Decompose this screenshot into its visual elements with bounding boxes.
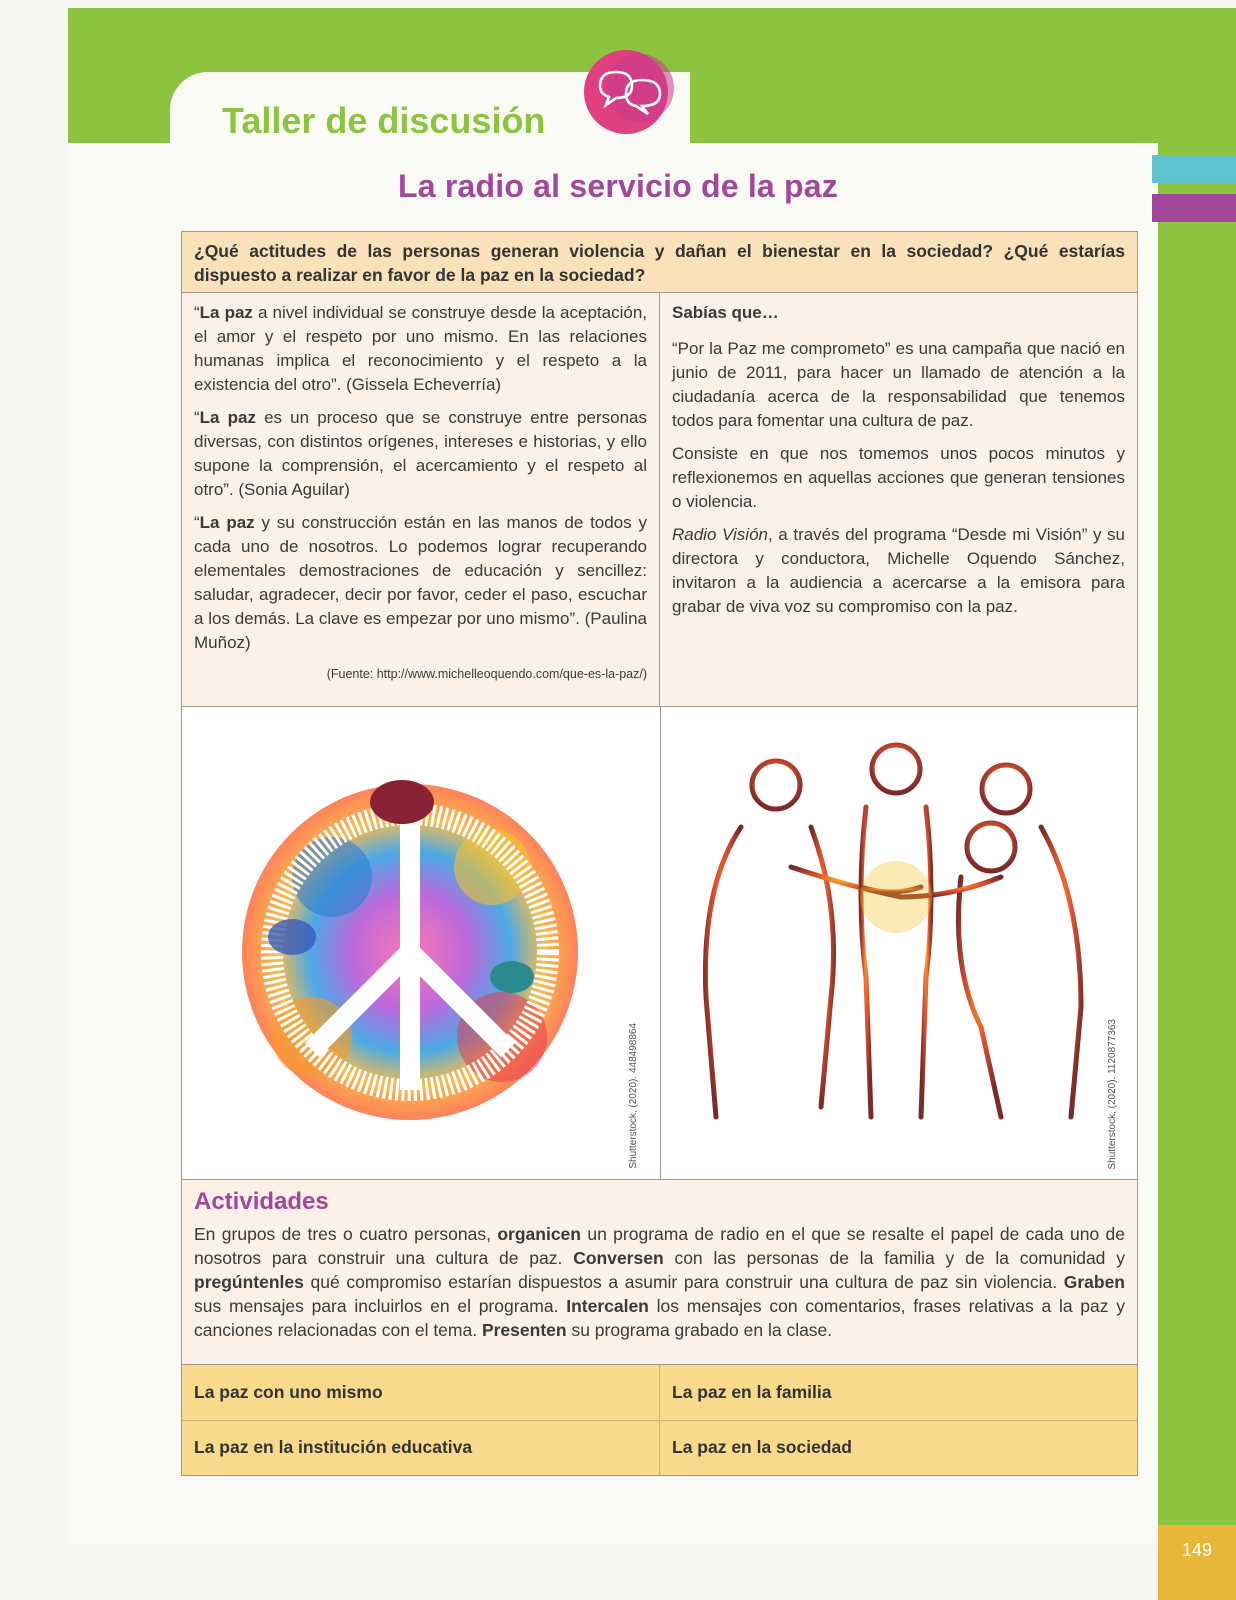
- text-section: [181, 292, 1138, 707]
- people-joining-hands-illustration: [661, 707, 1137, 1179]
- image-credit-left: Shutterstock, (2020). 448498864: [628, 1023, 639, 1169]
- image-section: [181, 706, 1138, 1180]
- activity-text-segment: qué compromiso estarían dispuestos a asumir para construir una cultura de paz sin violencia.: [303, 1272, 1064, 1292]
- peace-topics-grid: [181, 1364, 1138, 1476]
- peace-sign-illustration: [182, 707, 661, 1179]
- activity-verb: Graben: [1063, 1272, 1125, 1292]
- quote-1: “La paz a nivel individual se construye desde la aceptación, el amor y el respeto por uno mismo. En las relaciones humanas implica el reconocimiento y el respeto a la existencia del otro”. (Gissela Echeverría): [194, 303, 647, 394]
- activity-text-segment: En grupos de tres o cuatro personas,: [194, 1224, 498, 1244]
- activities-text: [194, 1222, 1125, 1342]
- image-credit-right: Shutterstock, (2020). 1120877363: [1107, 1018, 1118, 1169]
- activity-text-segment: sus mensajes para incluirlos en el programa.: [194, 1296, 567, 1316]
- right-green-band: [1158, 8, 1236, 1600]
- activity-text-segment: su programa grabado en la clase.: [566, 1320, 833, 1340]
- sabias-que-column: [660, 293, 1137, 706]
- sabias-paragraph-2: Consiste en que nos tomemos unos pocos minutos y reflexionemos en aquellas acciones que generan tensiones o violencia.: [672, 444, 1125, 511]
- page-number: 149: [1158, 1525, 1236, 1600]
- topic-cell: La paz con uno mismo: [182, 1365, 660, 1421]
- activity-verb: Intercalen: [566, 1296, 649, 1316]
- activity-verb: organicen: [497, 1224, 581, 1244]
- speech-bubbles-icon: [578, 48, 676, 140]
- activity-verb: Presenten: [481, 1320, 567, 1340]
- topic-cell: La paz en la institución educativa: [182, 1421, 660, 1476]
- section-title: Taller de discusión: [222, 100, 546, 141]
- quote-3: “La paz y su construcción están en las manos de todos y cada uno de nosotros. Lo podemos lograr recuperando elementales demostraciones de educación y sencillez: saludar, agradecer, decir por favor, ceder el paso, escuchar a los demás. La clave es empezar por uno mismo”. (Paulina Muñoz): [194, 513, 647, 652]
- activities-title: Actividades: [194, 1188, 329, 1215]
- activity-verb: Conversen: [573, 1248, 664, 1268]
- sabias-heading: Sabías que…: [672, 303, 779, 322]
- sabias-paragraph-3: Radio Visión, a través del programa “Desde mi Visión” y su directora y conductora, Michelle Oquendo Sánchez, invitaron a la audiencia a acercarse a la emisora para grabar de viva voz su compromiso con la paz.: [672, 525, 1125, 616]
- activity-text-segment: con las personas de la familia y de la comunidad y: [663, 1248, 1125, 1268]
- activity-text-segment: un programa de radio en el que se resalte el papel de cada uno de nosotros para construir una cultura de paz.: [194, 1224, 1126, 1268]
- discussion-question: ¿Qué actitudes de las personas generan violencia y dañan el bienestar en la sociedad? ¿Qué estarías dispuesto a realizar en favor de la paz en la sociedad?: [181, 231, 1138, 293]
- page-title: La radio al servicio de la paz: [398, 168, 838, 204]
- quote-2: “La paz es un proceso que se construye entre personas diversas, con distintos orígenes, intereses e historias, y ello supone la comprensión, el acercamiento y el respeto al otro”. (Sonia Aguilar): [194, 408, 647, 499]
- quotes-column: [182, 293, 660, 706]
- activities-section: [181, 1179, 1138, 1365]
- topic-cell: La paz en la familia: [660, 1365, 1137, 1421]
- source-citation: (Fuente: http://www.michelleoquendo.com/que-es-la-paz/): [326, 667, 647, 681]
- activity-verb: pregúntenles: [194, 1272, 304, 1292]
- sabias-paragraph-1: “Por la Paz me comprometo” es una campaña que nació en junio de 2011, para hacer un llamado de atención a la ciudadanía acerca de la responsabilidad que tenemos todos para fomentar una cultura de paz.: [672, 339, 1125, 430]
- activity-text-segment: los mensajes con comentarios, frases relativas a la paz y canciones relacionadas con el tema.: [194, 1296, 1125, 1340]
- topic-cell: La paz en la sociedad: [672, 1437, 852, 1458]
